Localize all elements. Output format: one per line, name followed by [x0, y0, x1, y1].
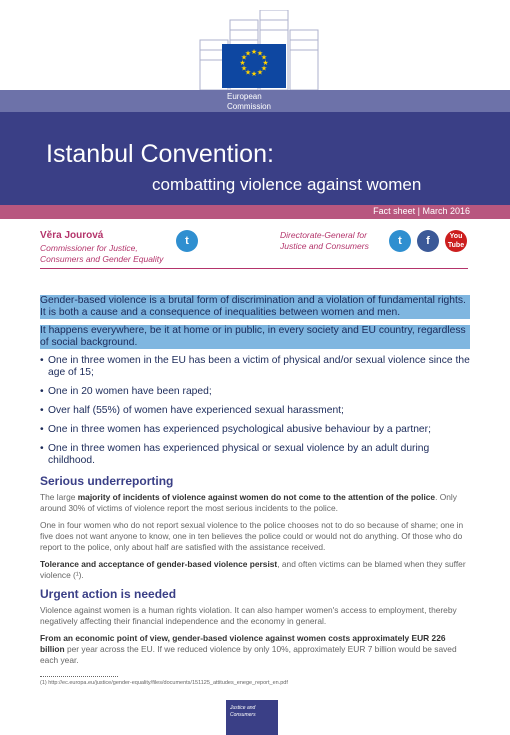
svg-text:★: ★	[256, 49, 264, 58]
list-item: • One in three women in the EU has been a victim of physical and/or sexual violence since the age of 15;	[40, 355, 470, 379]
svg-text:★: ★	[262, 59, 269, 67]
svg-text:★: ★	[239, 59, 246, 67]
org-line-1: European	[227, 92, 262, 101]
statistics-list	[40, 355, 470, 467]
text-span: , and often victims can be blamed when they suffer violence (¹).	[40, 559, 466, 580]
paragraph	[40, 492, 470, 514]
twitter-icon[interactable]: t	[389, 230, 411, 252]
footnote-link[interactable]: (1) http://ec.europa.eu/justice/gender-equality/files/documents/151125_attitudes_enege_report_en.pdf	[40, 680, 288, 686]
paragraph	[40, 633, 470, 666]
section-heading-urgent-action: Urgent action is needed	[40, 587, 177, 601]
page-subtitle: combatting violence against women	[152, 175, 422, 194]
svg-text:★: ★	[240, 53, 248, 62]
page-title: Istanbul Convention:	[46, 140, 274, 168]
list-item: • One in 20 women have been raped;	[40, 386, 470, 398]
directorate-general: Directorate-General for Justice and Consumers	[280, 230, 369, 251]
eu-flag-logo	[222, 44, 286, 88]
svg-text:★: ★	[260, 64, 268, 73]
intro-highlight-2: It happens everywhere, be it at home or in public, in every society and EU country, regardless of social background.	[40, 325, 470, 349]
fact-bar-text: Fact sheet | March 2016	[373, 206, 470, 216]
footer-label: Justice and Consumers	[230, 705, 256, 718]
svg-text:★: ★	[244, 49, 252, 58]
list-item: • One in three women has experienced physical or sexual violence by an adult during childhood.	[40, 443, 470, 467]
text-span: per year across the EU. If we reduced violence by only 10%, approximately EUR 7 billion would be saved each year.	[40, 644, 457, 665]
paragraph: One in four women who do not report sexual violence to the police chooses not to do so because of shame; one in five does not want anyone to know, one in ten believes the police could or would not do anything. Of those who do report to the police, only about half are satisfied with the assistance received.	[40, 520, 464, 552]
bold-text: From an economic point of view, gender-based violence against women costs approximately EUR 226 billion	[40, 633, 446, 654]
text-span: . Only around 30% of victims of violence report the most serious incidents to the police.	[40, 492, 457, 513]
svg-text:★: ★	[260, 53, 268, 62]
header-top	[0, 0, 510, 90]
paragraph	[40, 559, 470, 581]
paragraph: Violence against women is a human rights violation. It can also hamper women's access to employment, thereby negatively affecting their financial independence and the economy in general.	[40, 605, 457, 626]
org-line-2: Commission	[227, 102, 272, 111]
bold-text: majority of incidents of violence against women do not come to the attention of the police	[77, 492, 436, 502]
eu-stars-icon	[222, 44, 286, 88]
divider	[40, 268, 468, 269]
author-role: Commissioner for Justice, Consumers and Gender Equality	[40, 243, 164, 264]
list-item: • Over half (55%) of women have experienced sexual harassment;	[40, 405, 470, 417]
intro-highlight-1: Gender-based violence is a brutal form of discrimination and a violation of fundamental rights. It is both a cause and a consequence of inequalities between women and men.	[40, 295, 470, 319]
list-item: • One in three women has experienced psychological abusive behaviour by a partner;	[40, 424, 470, 436]
footnote-rule	[40, 676, 118, 677]
fact-bar	[0, 205, 510, 219]
svg-text:★: ★	[244, 68, 252, 77]
section-heading-underreporting: Serious underreporting	[40, 474, 174, 488]
main-content	[40, 295, 470, 686]
facebook-icon[interactable]: f	[417, 230, 439, 252]
org-name	[227, 92, 271, 112]
bold-text: Tolerance and acceptance of gender-based violence persist	[40, 559, 278, 569]
svg-text:★: ★	[240, 64, 248, 73]
svg-text:★: ★	[250, 70, 258, 78]
svg-text:★: ★	[250, 48, 258, 56]
author-name: Věra Jourová	[40, 230, 104, 241]
svg-text:★: ★	[256, 68, 264, 77]
text-span: The large	[40, 492, 78, 502]
youtube-icon[interactable]: You Tube	[445, 230, 467, 252]
footer-badge	[226, 700, 278, 735]
twitter-icon[interactable]: t	[176, 230, 198, 252]
